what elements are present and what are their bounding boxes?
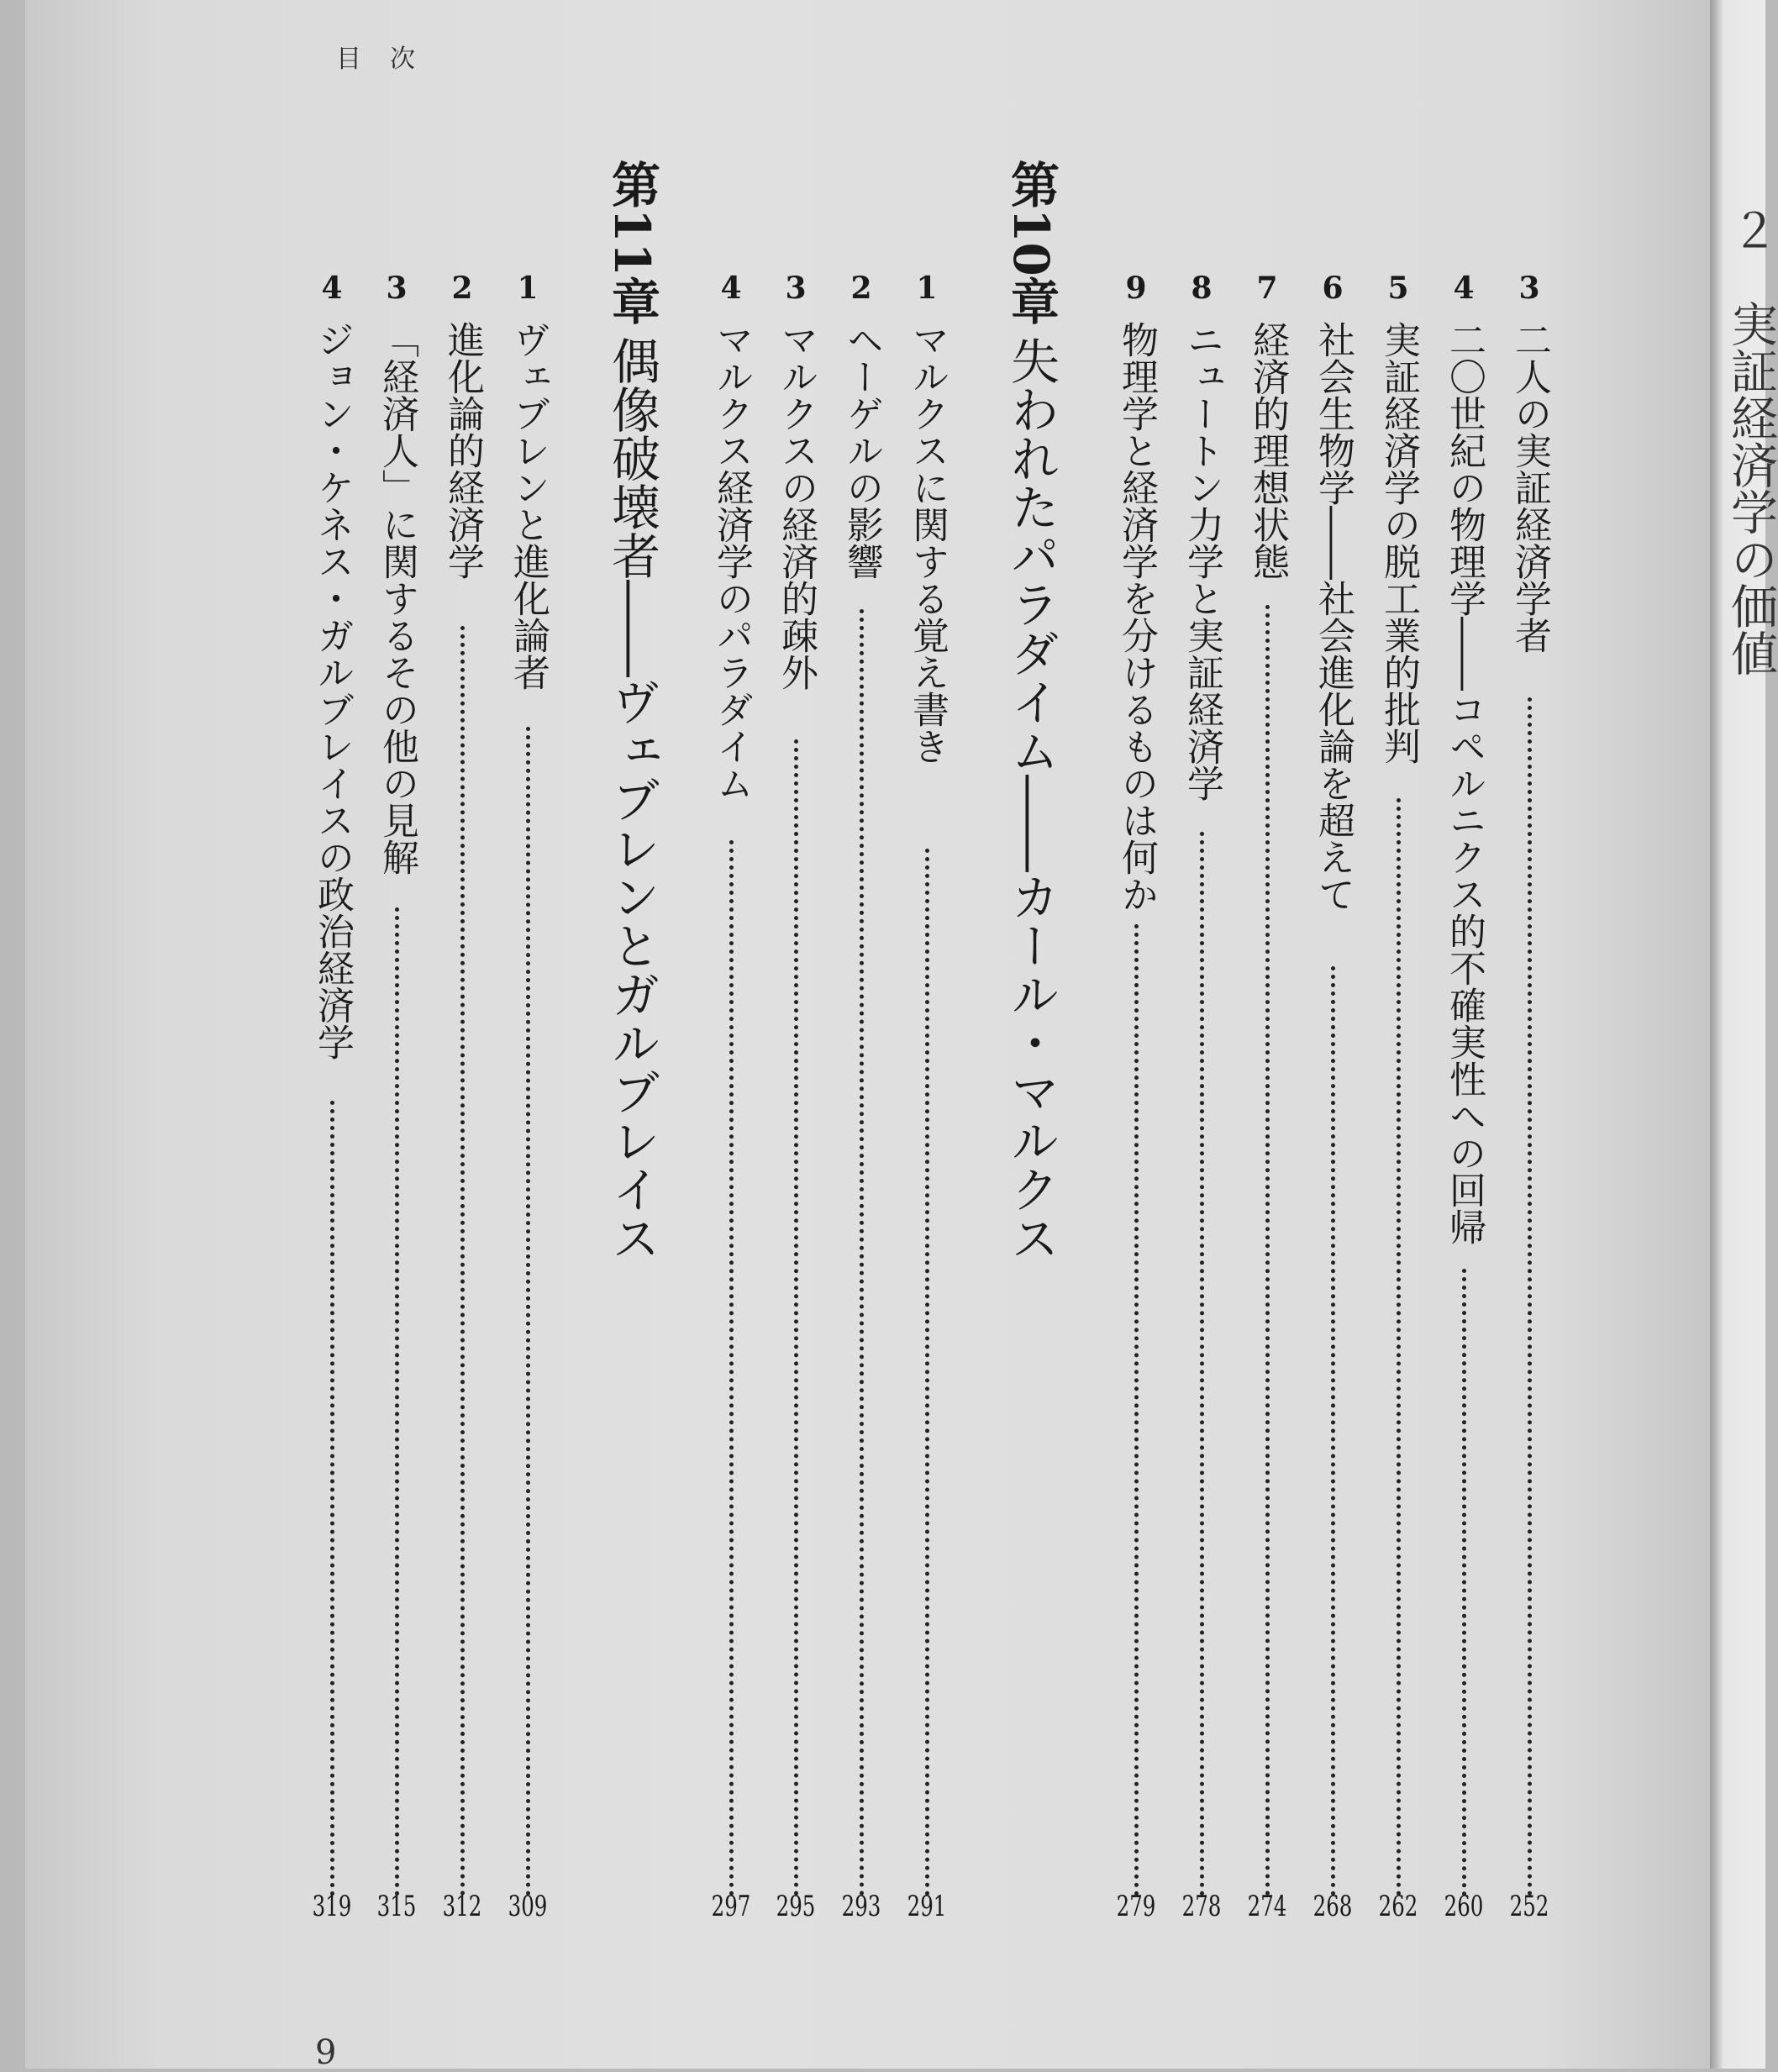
next-page-edge	[1710, 0, 1778, 2069]
dot-leader	[794, 739, 798, 1896]
dot-leader	[1134, 924, 1139, 1896]
section-number: 5	[1387, 271, 1409, 306]
section-title: 物理学と経済学を分けるものは何か	[1115, 321, 1158, 912]
section-number: 1	[916, 271, 938, 306]
section-number: 3	[785, 271, 807, 306]
page-number: 312	[442, 1890, 482, 1923]
section-number: 6	[1322, 271, 1344, 306]
chapter-10-heading[interactable]	[1000, 0, 1062, 2069]
section-title: マルクスの経済的疎外	[775, 321, 818, 691]
section-number: 2	[850, 271, 872, 306]
page-number: 309	[508, 1890, 548, 1923]
toc-entry[interactable]	[1504, 0, 1554, 2069]
page-folio: 9	[315, 2033, 337, 2072]
chapter-11-mark: 第11章	[603, 160, 660, 325]
section-number: 4	[1453, 271, 1475, 306]
section-number: 2	[451, 271, 473, 306]
page-number: 279	[1116, 1890, 1156, 1923]
dot-leader	[1265, 605, 1270, 1896]
toc-entry[interactable]	[1176, 0, 1227, 2069]
dot-leader	[1397, 798, 1401, 1896]
section-title: 二〇世紀の物理学――コペルニクス的不確実性への回帰	[1443, 321, 1486, 1245]
dot-leader	[460, 626, 465, 1896]
running-head: 目 次	[336, 45, 417, 74]
dot-leader	[395, 907, 399, 1896]
toc-entry[interactable]	[502, 0, 553, 2069]
page-number: 319	[312, 1890, 352, 1923]
toc-entry[interactable]	[902, 0, 952, 2069]
section-title: 実証経済学の脱工業的批判	[1377, 321, 1420, 765]
toc-entry[interactable]	[307, 0, 357, 2069]
section-number: 3	[386, 271, 408, 306]
section-title: 進化論的経済学	[441, 321, 484, 580]
section-number: 4	[321, 271, 343, 306]
section-title: 二人の実証経済学者	[1508, 321, 1551, 654]
toc-entry[interactable]	[771, 0, 821, 2069]
dot-leader	[729, 840, 734, 1896]
section-title: 経済的理想状態	[1246, 321, 1289, 580]
dot-leader	[860, 609, 864, 1896]
dot-leader	[330, 1101, 334, 1896]
dot-leader	[1331, 966, 1335, 1896]
page-number: 252	[1509, 1890, 1549, 1923]
toc-entry[interactable]	[1111, 0, 1161, 2069]
page-number: 293	[841, 1890, 881, 1923]
section-title: 社会生物学――社会進化論を超えて	[1312, 321, 1355, 912]
section-number: 4	[720, 271, 742, 306]
page-number: 315	[376, 1890, 417, 1923]
toc-entry[interactable]	[371, 0, 422, 2069]
page-number: 260	[1444, 1890, 1484, 1923]
page-number: 295	[776, 1890, 816, 1923]
section-number: 7	[1256, 271, 1278, 306]
section-title: ジョン・ケネス・ガルブレイスの政治経済学	[311, 321, 354, 1060]
toc-entry[interactable]	[1373, 0, 1423, 2069]
toc-entry[interactable]	[1307, 0, 1358, 2069]
dot-leader	[526, 727, 530, 1896]
dot-leader	[925, 849, 929, 1896]
section-number: 3	[1518, 271, 1540, 306]
section-number: 8	[1191, 271, 1213, 306]
next-page-peek-text: ２ 実証経済学の価値	[1723, 206, 1778, 676]
chapter-10-mark: 第10章	[1002, 160, 1060, 325]
toc-entry[interactable]	[706, 0, 756, 2069]
page-number: 278	[1181, 1890, 1222, 1923]
section-title: ニュートン力学と実証経済学	[1181, 321, 1223, 802]
dot-leader	[1462, 1269, 1466, 1896]
page-number: 262	[1378, 1890, 1418, 1923]
page-number: 291	[907, 1890, 947, 1923]
section-title: ヘーゲルの影響	[840, 321, 883, 580]
section-title: マルクスに関する覚え書き	[906, 321, 949, 765]
chapter-11-title: 偶像破壊者――ヴェブレンとガルブレイス	[603, 336, 660, 1262]
page-number: 274	[1247, 1890, 1287, 1923]
toc-entry[interactable]	[437, 0, 487, 2069]
dot-leader	[1200, 832, 1204, 1896]
chapter-11-heading[interactable]	[601, 0, 663, 2069]
chapter-10-title: 失われたパラダイム――カール・マルクス	[1002, 336, 1060, 1262]
page-number: 268	[1312, 1890, 1353, 1923]
dot-leader	[1528, 697, 1532, 1896]
toc-entry[interactable]	[836, 0, 886, 2069]
page-number: 297	[711, 1890, 751, 1923]
section-title: ヴェブレンと進化論者	[507, 321, 550, 691]
toc-entry[interactable]	[1242, 0, 1292, 2069]
toc-entry[interactable]	[1439, 0, 1489, 2069]
section-title: 「経済人」に関するその他の見解	[376, 321, 418, 876]
section-number: 1	[517, 271, 539, 306]
section-number: 9	[1125, 271, 1147, 306]
section-title: マルクス経済学のパラダイム	[710, 321, 753, 802]
